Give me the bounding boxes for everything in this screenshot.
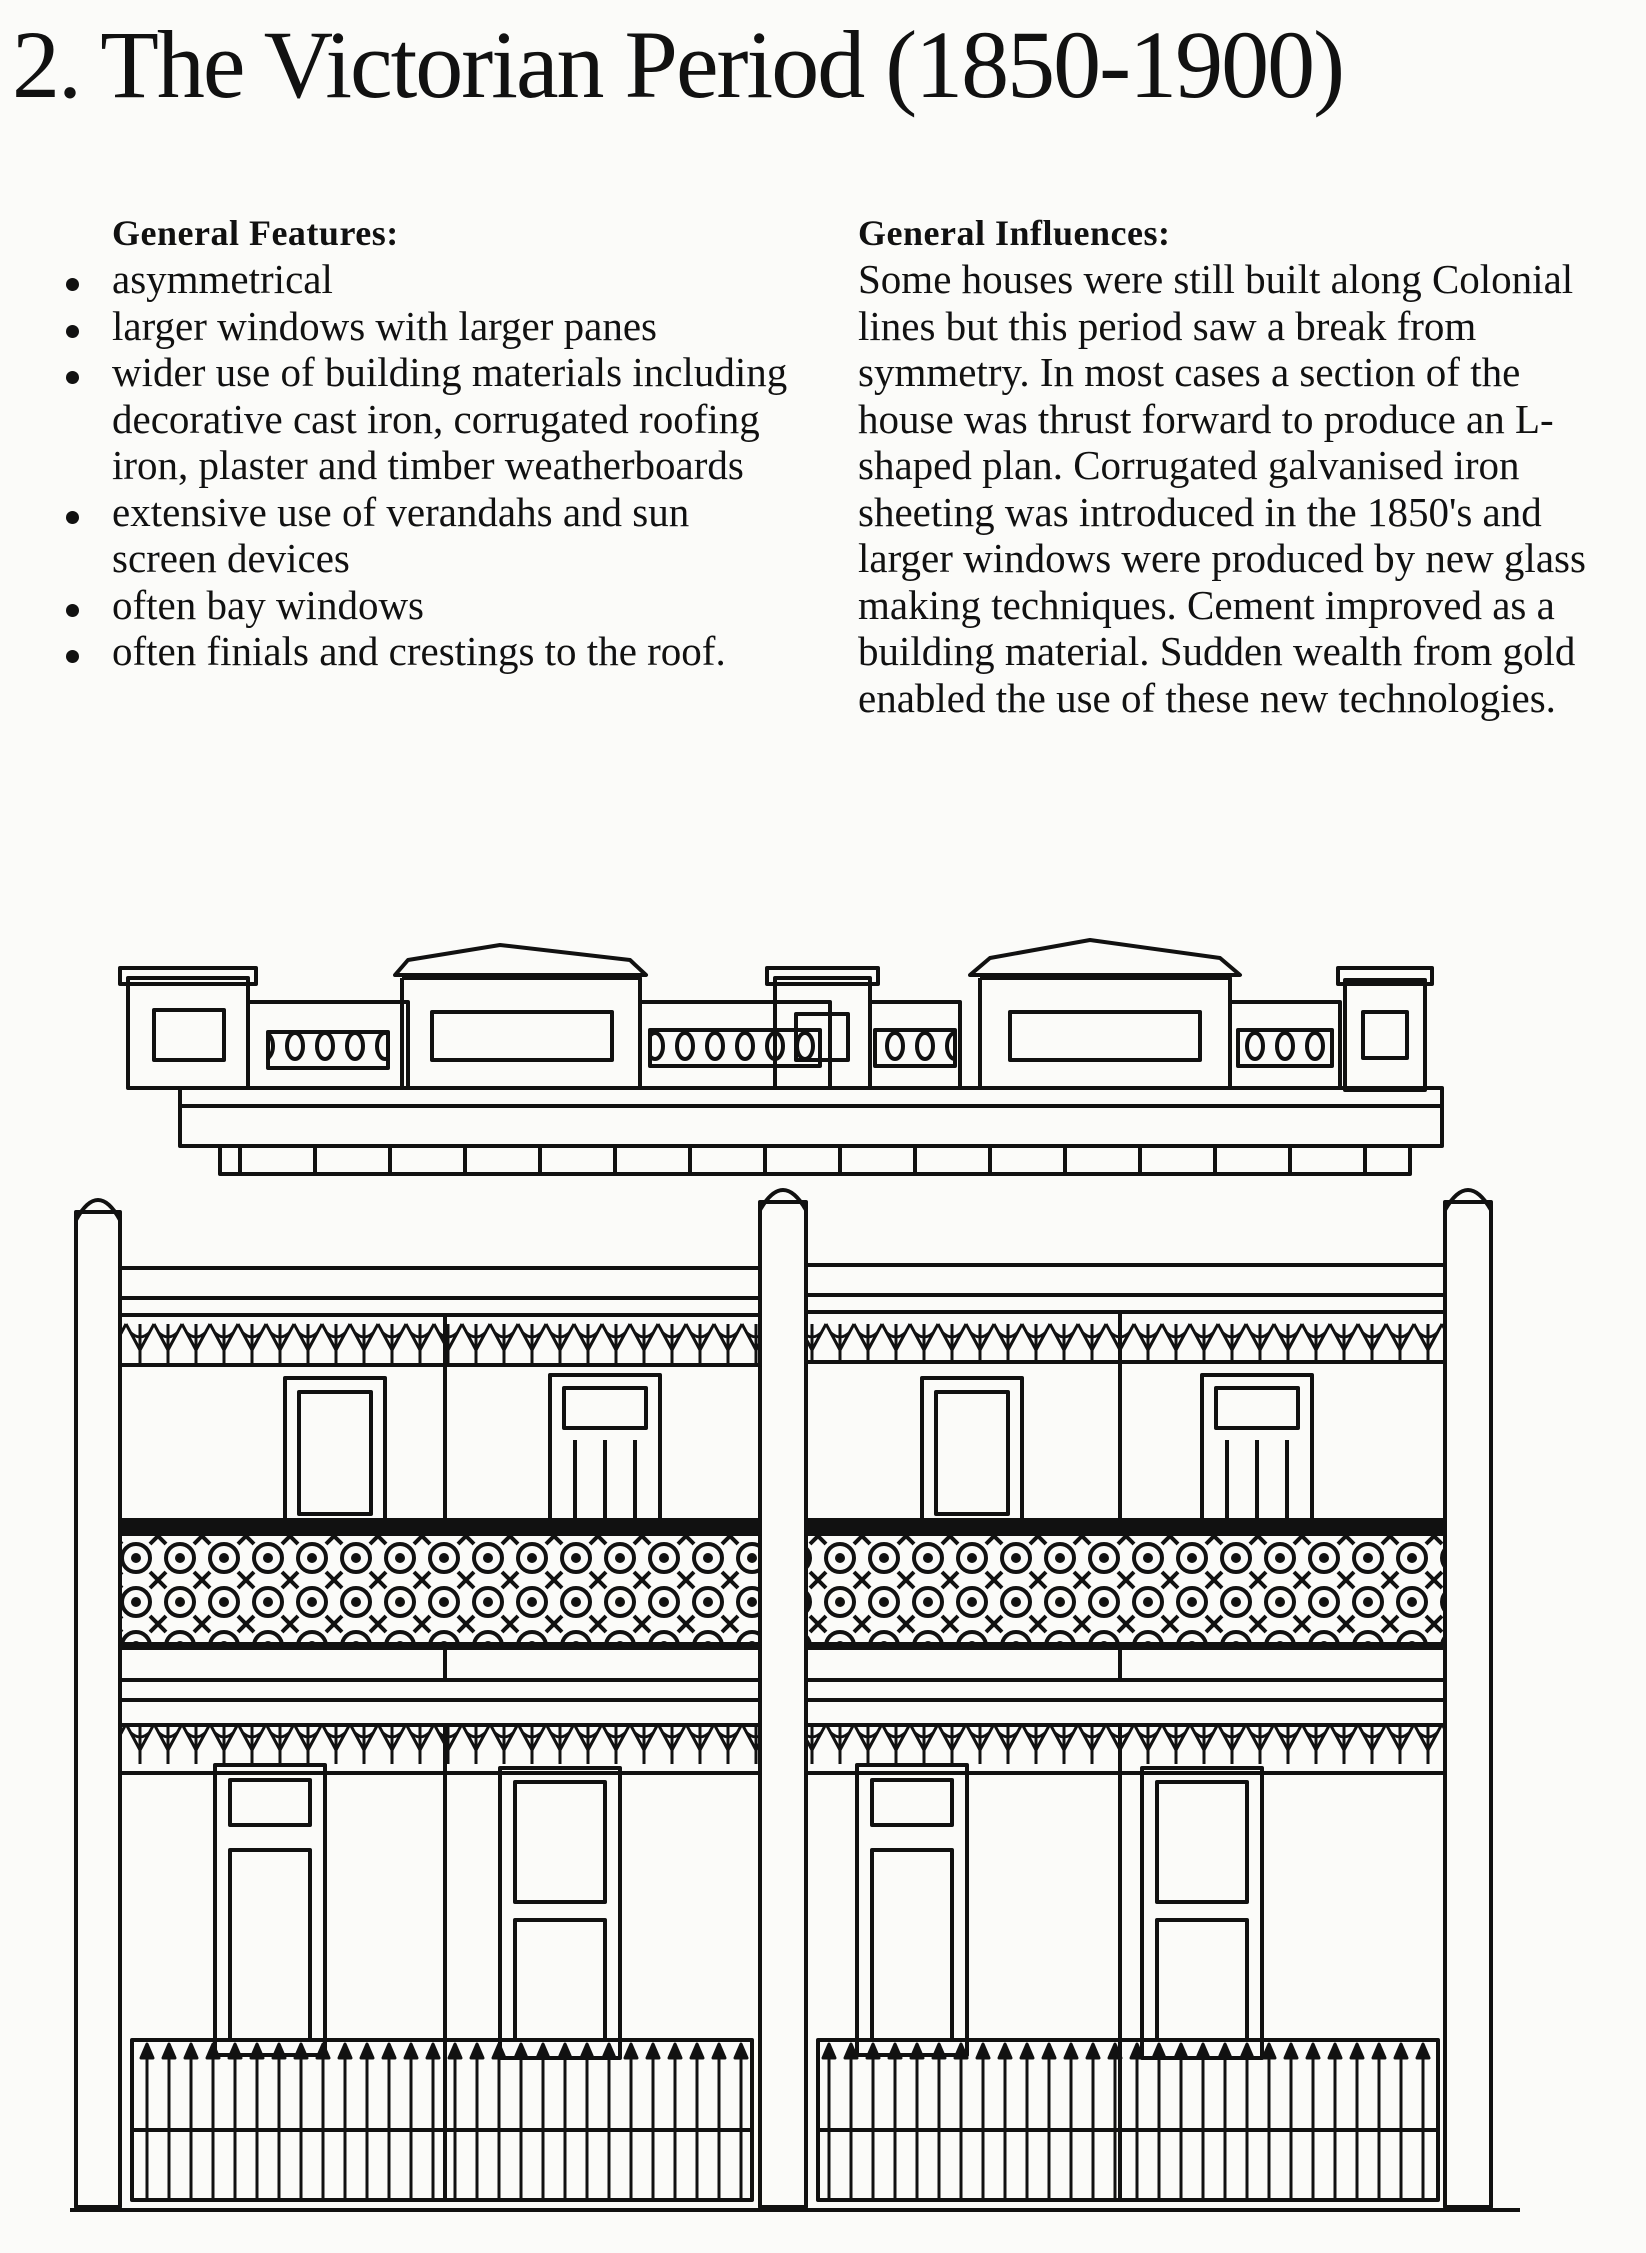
cornice-band (180, 1088, 1442, 1106)
balcony-beam (806, 1680, 1445, 1700)
general-features-section (62, 210, 802, 675)
parapet-panel (432, 1012, 612, 1060)
parapet-panel (154, 1010, 224, 1060)
page-title: 2. The Victorian Period (1850-1900) (12, 11, 1344, 118)
window-pane (1157, 1782, 1247, 1902)
cornice-frieze (180, 1106, 1442, 1146)
door-panel (230, 1850, 310, 2040)
general-influences-section (858, 210, 1598, 721)
list-item: larger windows with larger panes (62, 303, 802, 350)
window-pane (1216, 1388, 1298, 1428)
general-features-heading: General Features: (112, 213, 399, 253)
ground-floor-openings (215, 1765, 1262, 2058)
party-wall-pier (760, 1202, 806, 2207)
pediment (395, 945, 646, 975)
parapet-panel (1010, 1012, 1200, 1060)
pediment-section (980, 978, 1230, 1088)
window (500, 1768, 620, 2058)
window-pane (299, 1392, 371, 1514)
window-pane (515, 1782, 605, 1902)
list-item: wider use of building materials including decorative cast iron, corrugated roofing iron, plaster and timber weatherboards (62, 349, 802, 489)
parapet-panel (1363, 1012, 1407, 1058)
cast-iron-frieze (120, 1315, 760, 1365)
dentil-band (220, 1146, 1410, 1174)
iron-fence (818, 2040, 1438, 2200)
window-pane (515, 1920, 605, 2040)
balcony-floor (120, 1648, 760, 1680)
pediment (970, 940, 1240, 975)
cast-iron-frieze (806, 1312, 1445, 1362)
verandah-roof-upper (120, 1268, 760, 1298)
window-pane (1157, 1920, 1247, 2040)
fanlight (872, 1780, 952, 1825)
parapet-pier (1345, 980, 1425, 1090)
balustrade-rail (120, 1520, 760, 1534)
dentils (240, 1146, 1365, 1174)
balustrade (268, 1032, 388, 1068)
window-pane (564, 1388, 646, 1428)
verandah-roof-upper (806, 1265, 1445, 1295)
iron-fence (132, 2040, 752, 2200)
list-item: often finials and crestings to the roof. (62, 628, 802, 675)
balcony-floor (806, 1648, 1445, 1680)
victorian-terrace-illustration (70, 920, 1520, 2240)
terrace-drawing (70, 920, 1520, 2240)
general-influences-heading: General Influences: (858, 213, 1171, 253)
balustrade-rail (806, 1520, 1445, 1534)
window-pane (936, 1392, 1008, 1514)
general-influences-text: Some houses were still built along Colonial lines but this period saw a break from symmetry. In most cases a section of the house was thrust forward to produce an L-shaped plan. Corrugated galvanised iron sheeting was introduced in the 1850's and larger windows were produced by new glass making techniques. Cement improved as a building material. Sudden wealth from gold enabled the use of these new technologies. (858, 256, 1586, 721)
features-list (62, 256, 802, 675)
door-panel (872, 1850, 952, 2040)
parapet-pier (128, 978, 248, 1088)
party-wall-pier (1445, 1202, 1491, 2207)
list-item: extensive use of verandahs and sun screen devices (62, 489, 802, 582)
upper-windows (285, 1375, 1312, 1530)
cast-iron-balustrade (120, 1532, 760, 1644)
fanlight (230, 1780, 310, 1825)
balcony-beam (120, 1680, 760, 1700)
door-frame (575, 1440, 635, 1530)
cornice (180, 1088, 1442, 1174)
party-wall-pier (76, 1212, 120, 2207)
cast-iron-balustrade (806, 1532, 1445, 1644)
window (1142, 1768, 1262, 2058)
pediment-section (402, 978, 640, 1088)
list-item: asymmetrical (62, 256, 802, 303)
parapet (120, 940, 1432, 1090)
balustrade (875, 1030, 955, 1066)
door-frame (1227, 1440, 1287, 1530)
list-item: often bay windows (62, 582, 802, 629)
balustrade (1238, 1030, 1332, 1066)
